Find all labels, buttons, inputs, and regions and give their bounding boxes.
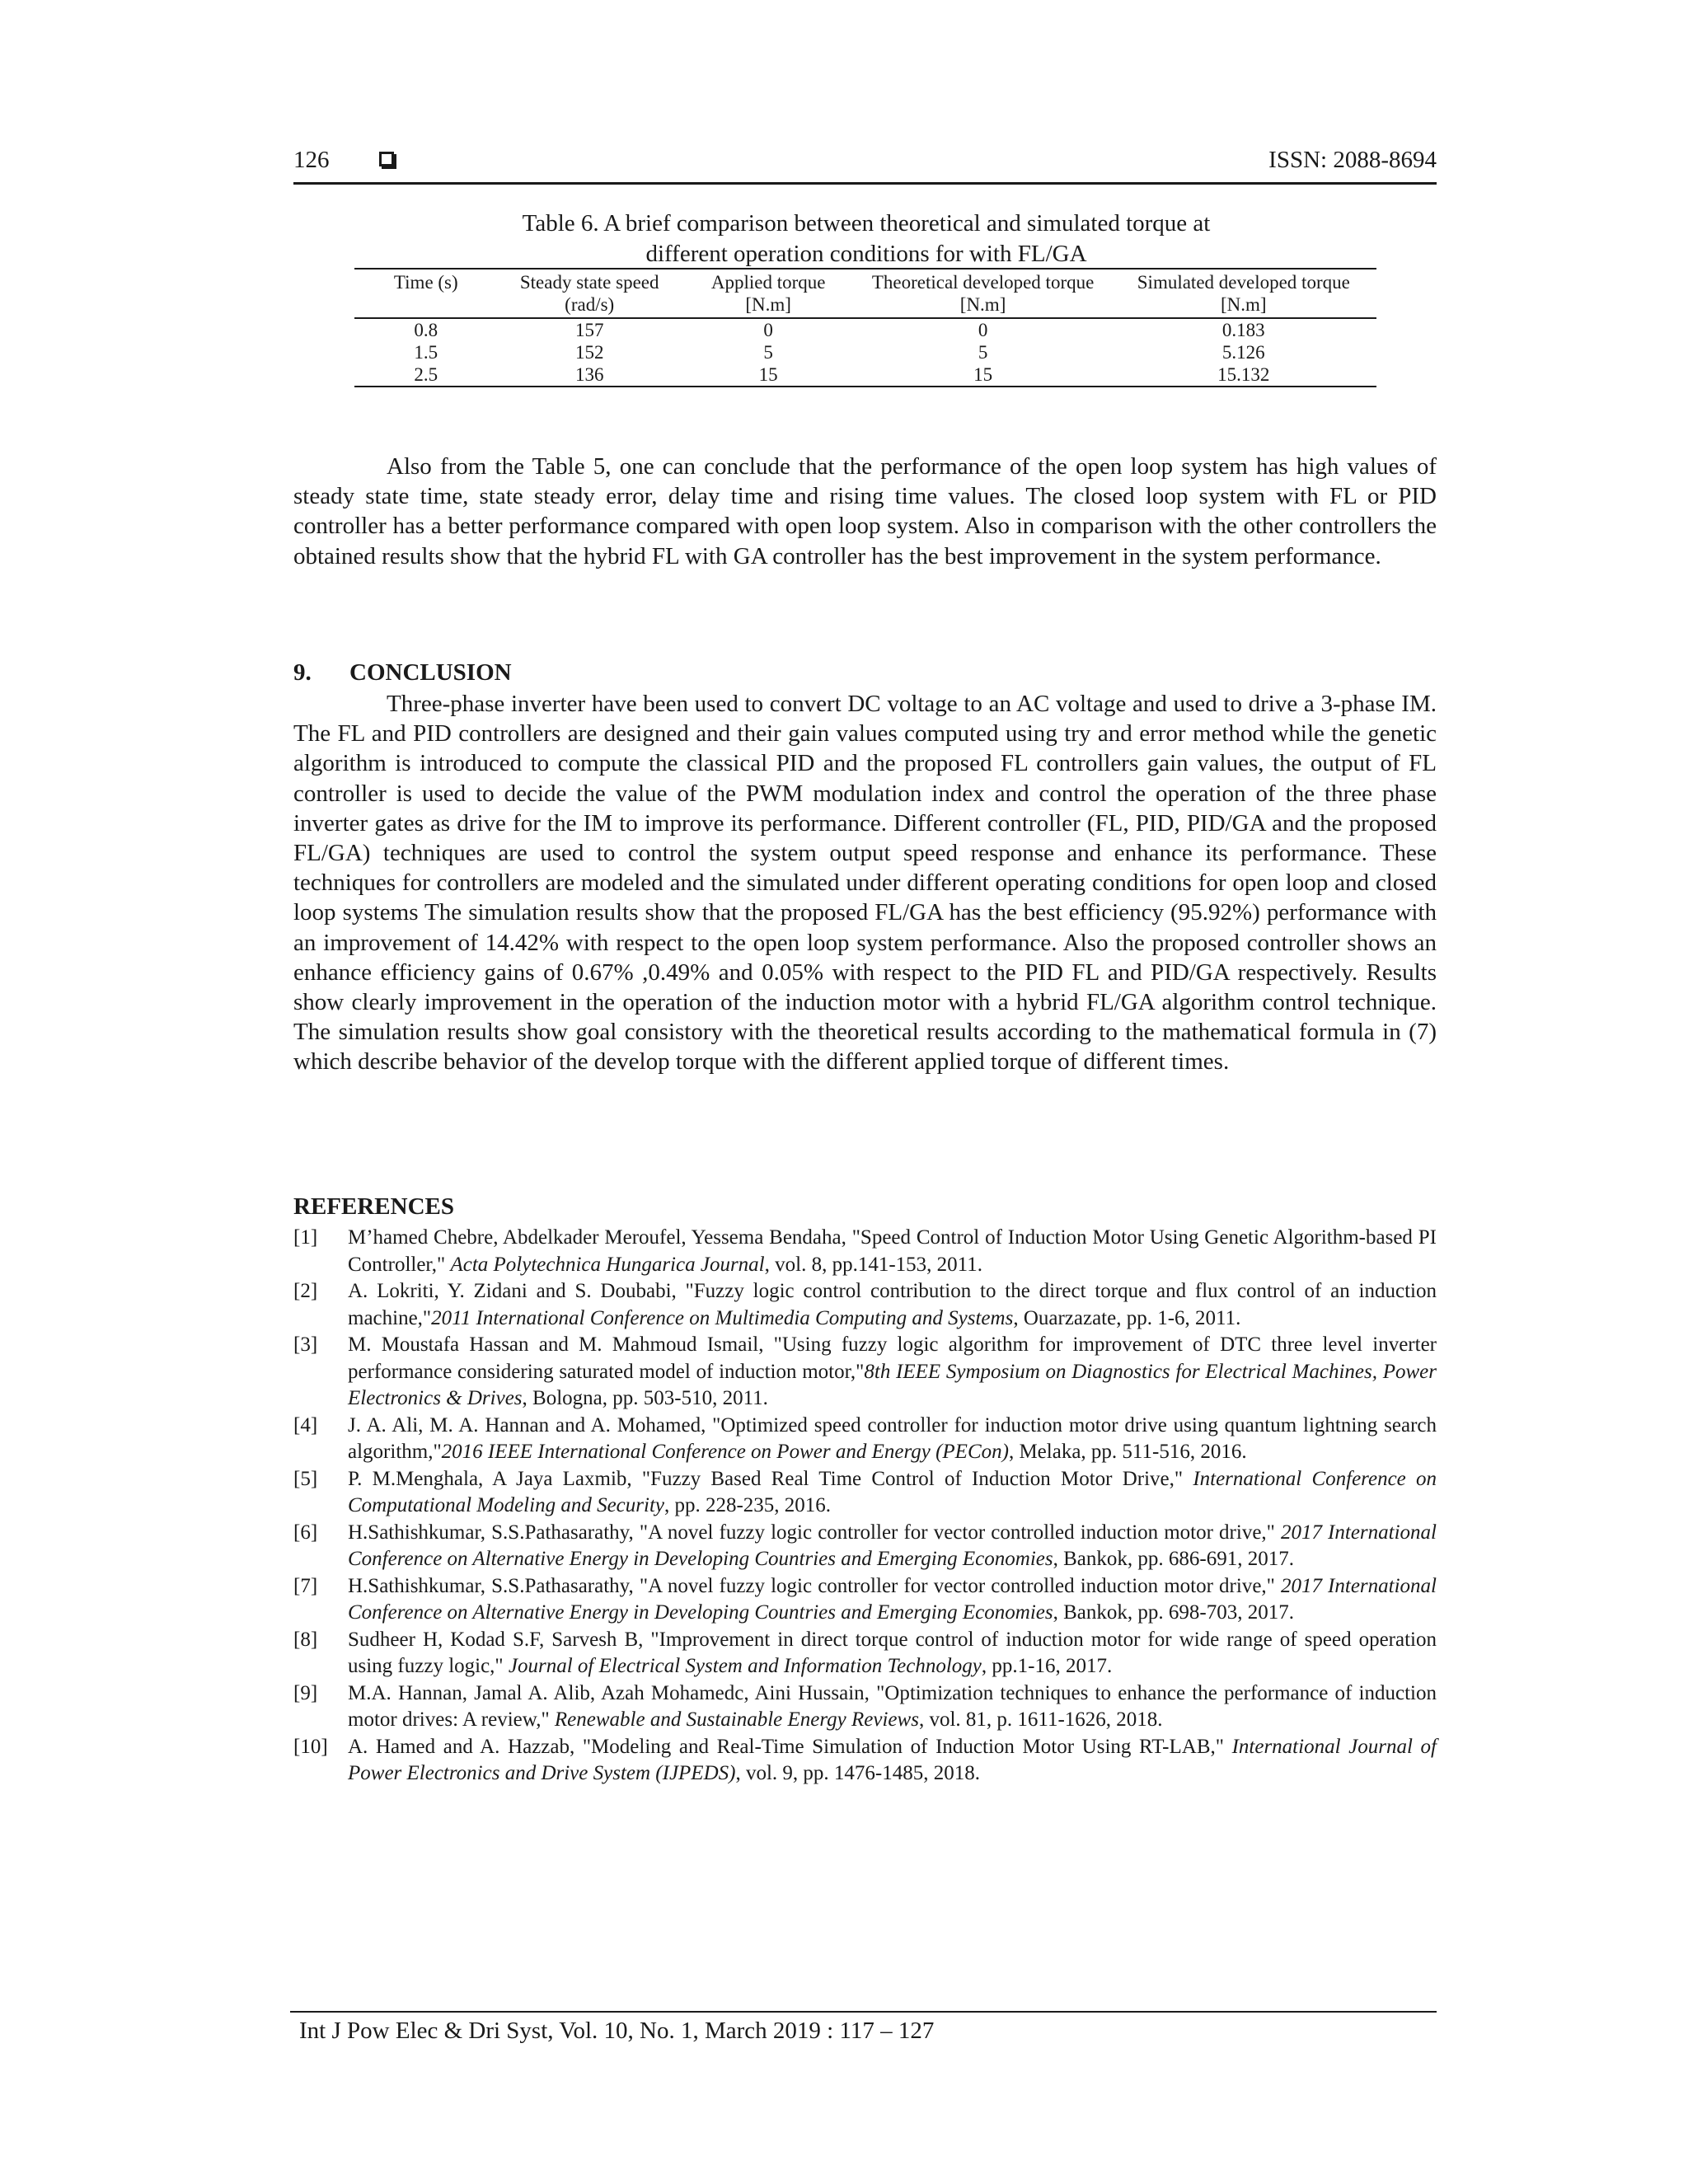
table-caption-line-2: different operation conditions for with FL/GA <box>645 241 1087 267</box>
references-list <box>293 1225 1437 1788</box>
column-header-speed: Steady state speed (rad/s) <box>498 269 682 318</box>
table-caption-line-1: Table 6. A brief comparison between theoretical and simulated torque at <box>522 210 1211 237</box>
table-cell: 0.183 <box>1221 320 1265 340</box>
column-header-time: Time (s) <box>354 269 498 318</box>
column-header-simulated-torque: Simulated developed torque [N.m] <box>1111 269 1376 318</box>
table-cell: 15 <box>856 363 1111 387</box>
reference-item: [9] M.A. Hannan, Jamal A. Alib, Azah Mohamedc, Aini Hussain, "Optimization techniques to enhance the performance of induction motor drives: A review," Renewable and Sustainable Energy Reviews, vol. 81, p. 1611-1626, 2018. <box>293 1681 1437 1731</box>
table-cell: 15 <box>682 363 856 387</box>
reference-item: [6] H.Sathishkumar, S.S.Pathasarathy, "A novel fuzzy logic controller for vector controlled induction motor drive," 2017 International Conference on Alternative Energy in Developing Countries and Emerging Economies, Bankok, pp. 686-691, 2017. <box>293 1521 1437 1570</box>
table-cell: 5 <box>978 342 988 363</box>
reference-item: [2] A. Lokriti, Y. Zidani and S. Doubabi, "Fuzzy logic control contribution to the direct torque and flux control of an induction machine,"2011 International Conference on Multimedia Computing and Systems, Ouarzazate, pp. 1-6, 2011. <box>293 1280 1437 1329</box>
conclusion-paragraph: Three-phase inverter have been used to convert DC voltage to an AC voltage and used to drive a 3-phase IM. The FL and PID controllers are designed and their gain values computed using try and error method while the genetic algorithm is introduced to compute the classical PID and the proposed FL controllers gain values, the output of FL controller is used to decide the value of the PWM modulation index and control the operation of the three phase inverter gates as drive for the IM to improve its performance. Different controller (FL, PID, PID/GA and the proposed FL/GA) techniques are used to control the system output speed response and enhance its performance. These techniques for controllers are modeled and the simulated under different operating conditions for open loop and closed loop systems The simulation results show that the proposed FL/GA has the best efficiency (95.92%) performance with an improvement of 14.42% with respect to the open loop system performance. Also the proposed controller shows an enhance efficiency gains of 0.67% ,0.49% and 0.05% with respect to the PID FL and PID/GA respectively. Results show clearly improvement in the operation of the induction motor with a hybrid FL/GA algorithm control technique. The simulation results show goal consistory with the theoretical results according to the mathematical formula in (7) which describe behavior of the develop torque with the different applied torque of different times. <box>293 691 1437 1076</box>
reference-item: [4] J. A. Ali, M. A. Hannan and A. Mohamed, "Optimized speed controller for induction motor drive using quantum lightning search algorithm,"2016 IEEE International Conference on Power and Energy (PECon), Melaka, pp. 511-516, 2016. <box>293 1413 1437 1463</box>
table-cell: 136 <box>498 363 682 387</box>
issn-label: ISSN: 2088-8694 <box>1268 147 1437 173</box>
section-heading <box>293 659 512 687</box>
reference-item: [8] Sudheer H, Kodad S.F, Sarvesh B, "Improvement in direct torque control of induction motor for wide range of speed operation using fuzzy logic," Journal of Electrical System and Information Technology, pp.1-16, 2017. <box>293 1628 1437 1677</box>
column-header-theoretical-torque: Theoretical developed torque [N.m] <box>856 269 1111 318</box>
footer-citation: Int J Pow Elec & Dri Syst, Vol. 10, No. 1, March 2019 : 117 – 127 <box>299 2018 935 2044</box>
table-cell: 0 <box>763 320 773 340</box>
reference-item: [1] M’hamed Chebre, Abdelkader Meroufel, Yessema Bendaha, "Speed Control of Induction Motor Using Genetic Algorithm-based PI Controller," Acta Polytechnica Hungarica Journal, vol. 8, pp.141-153, 2011. <box>293 1226 1437 1276</box>
table-cell: 1.5 <box>414 342 438 363</box>
column-header-applied-torque: Applied torque [N.m] <box>682 269 856 318</box>
footer-rule <box>290 2011 1437 2013</box>
table-row <box>354 318 1376 341</box>
discussion-paragraph: Also from the Table 5, one can conclude that the performance of the open loop system has high values of steady state time, state steady error, delay time and rising time values. The closed loop system with FL or PID controller has a better performance compared with open loop system. Also in comparison with the other controllers the obtained results show that the hybrid FL with GA controller has the best improvement in the system performance. <box>293 453 1437 569</box>
table-cell: 2.5 <box>354 363 498 387</box>
reference-item: [5] P. M.Menghala, A Jaya Laxmib, "Fuzzy Based Real Time Control of Induction Motor Drive," International Conference on Computational Modeling and Security, pp. 228-235, 2016. <box>293 1467 1437 1516</box>
table-cell: 0.8 <box>414 320 438 340</box>
header-square-icon <box>379 152 394 166</box>
table-caption <box>355 209 1377 269</box>
page-number: 126 <box>293 147 330 173</box>
table-cell: 5.126 <box>1221 342 1265 363</box>
table-header-row <box>354 269 1376 318</box>
table-cell: 152 <box>574 342 604 363</box>
section-title: CONCLUSION <box>349 659 512 686</box>
reference-item: [10] A. Hamed and A. Hazzab, "Modeling and Real-Time Simulation of Induction Motor Using RT-LAB," International Journal of Power Electronics and Drive System (IJPEDS), vol. 9, pp. 1476-1485, 2018. <box>293 1735 1437 1784</box>
table-cell: 5 <box>763 342 773 363</box>
table-cell: 0 <box>978 320 988 340</box>
reference-item: [7] H.Sathishkumar, S.S.Pathasarathy, "A novel fuzzy logic controller for vector controlled induction motor drive," 2017 International Conference on Alternative Energy in Developing Countries and Emerging Economies, Bankok, pp. 698-703, 2017. <box>293 1574 1437 1624</box>
table-cell: 157 <box>574 320 604 340</box>
reference-item: [3] M. Moustafa Hassan and M. Mahmoud Ismail, "Using fuzzy logic algorithm for improvement of DTC three level inverter performance considering saturated model of induction motor,"8th IEEE Symposium on Diagnostics for Electrical Machines, Power Electronics & Drives, Bologna, pp. 503-510, 2011. <box>293 1333 1437 1409</box>
references-heading: REFERENCES <box>293 1193 454 1220</box>
table-cell: 15.132 <box>1111 363 1376 387</box>
section-number: 9. <box>293 659 312 686</box>
comparison-table <box>354 268 1376 387</box>
header-rule <box>293 182 1437 185</box>
table-row <box>354 363 1376 387</box>
table-row <box>354 341 1376 363</box>
